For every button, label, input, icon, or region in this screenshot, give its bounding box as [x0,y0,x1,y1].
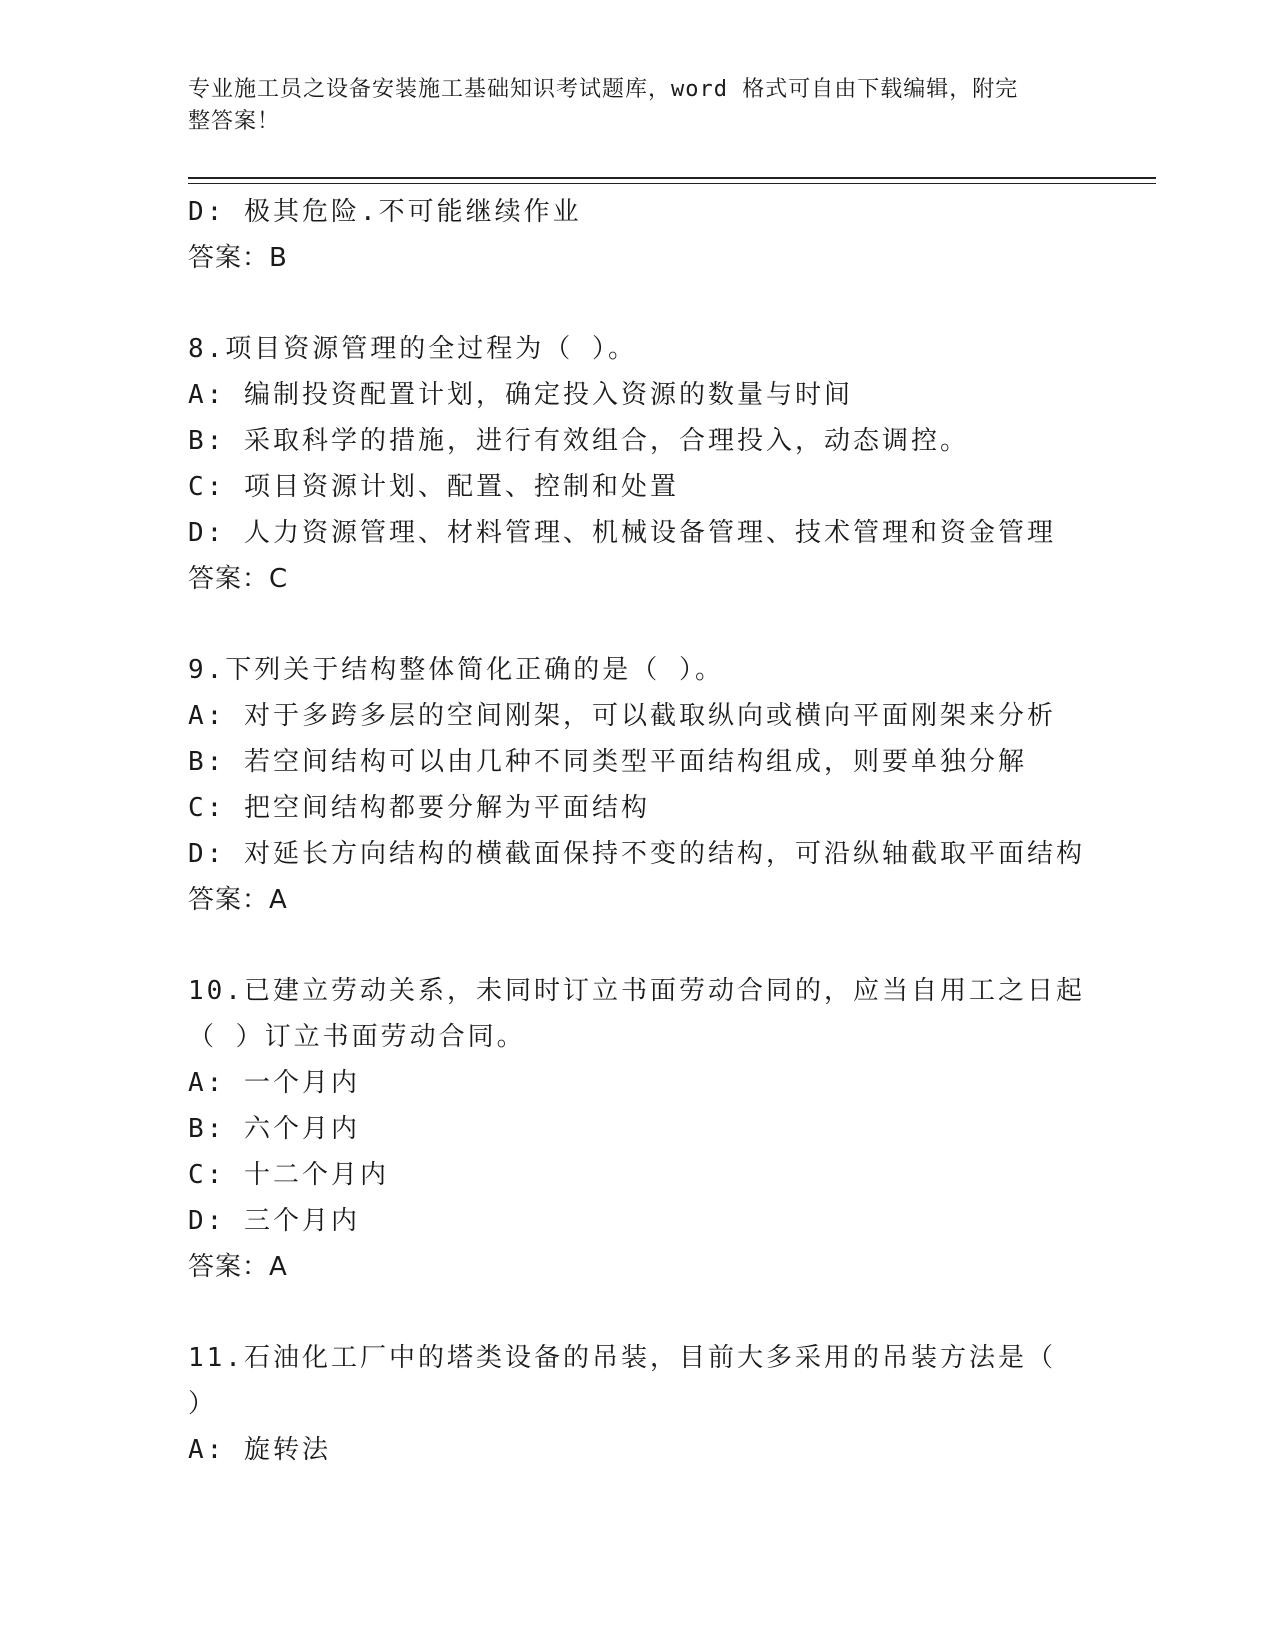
option-b: B: 六个月内 [188,1114,360,1144]
question-stem-continued: ） [188,1389,218,1419]
spacer [188,602,1088,647]
question-8 [188,326,1088,602]
option-a: A: 一个月内 [188,1068,360,1098]
header-line-1: 专业施工员之设备安装施工基础知识考试题库，word 格式可自由下载编辑，附完 [188,77,1019,102]
question-stem-continued: （ ）订立书面劳动合同。 [188,1022,526,1052]
question-stem: 9.下列关于结构整体简化正确的是（ ）。 [188,655,724,685]
option-b: B: 若空间结构可以由几种不同类型平面结构组成，则要单独分解 [188,747,1027,777]
option-a: A: 对于多跨多层的空间刚架，可以截取纵向或横向平面刚架来分析 [188,701,1056,731]
question-11 [188,1335,1088,1473]
option-c: C: 把空间结构都要分解为平面结构 [188,793,650,823]
answer-line: 答案：C [188,564,289,594]
option-c: C: 项目资源计划、配置、控制和处置 [188,472,679,502]
option-c: C: 十二个月内 [188,1160,389,1190]
answer-line: 答案：A [188,1252,288,1282]
option-b: B: 采取科学的措施，进行有效组合，合理投入，动态调控。 [188,426,969,456]
spacer [188,281,1088,326]
spacer [188,1290,1088,1335]
question-list [188,189,1088,1473]
answer-line: 答案：B [188,243,288,273]
header-divider-thick [188,177,1156,179]
question-stem: 8.项目资源管理的全过程为（ ）。 [188,334,637,364]
option-d: D: 人力资源管理、材料管理、机械设备管理、技术管理和资金管理 [188,518,1056,548]
question-10 [188,968,1088,1290]
document-header [188,74,1068,138]
spacer [188,923,1088,968]
option-a: A: 编制投资配置计划，确定投入资源的数量与时间 [188,380,853,410]
header-divider-thin [188,183,1156,184]
option-d: D: 三个月内 [188,1206,360,1236]
question-7-tail [188,189,1088,281]
answer-line: 答案：A [188,885,288,915]
header-line-2: 整答案！ [188,109,281,134]
question-stem: 11.石油化工厂中的塔类设备的吊装，目前大多采用的吊装方法是（ [188,1343,1056,1373]
option-a: A: 旋转法 [188,1435,331,1465]
question-9 [188,647,1088,923]
option-d: D: 对延长方向结构的横截面保持不变的结构，可沿纵轴截取平面结构 [188,839,1085,869]
option-d: D: 极其危险.不可能继续作业 [188,197,582,227]
question-stem: 10.已建立劳动关系，未同时订立书面劳动合同的，应当自用工之日起 [188,976,1085,1006]
